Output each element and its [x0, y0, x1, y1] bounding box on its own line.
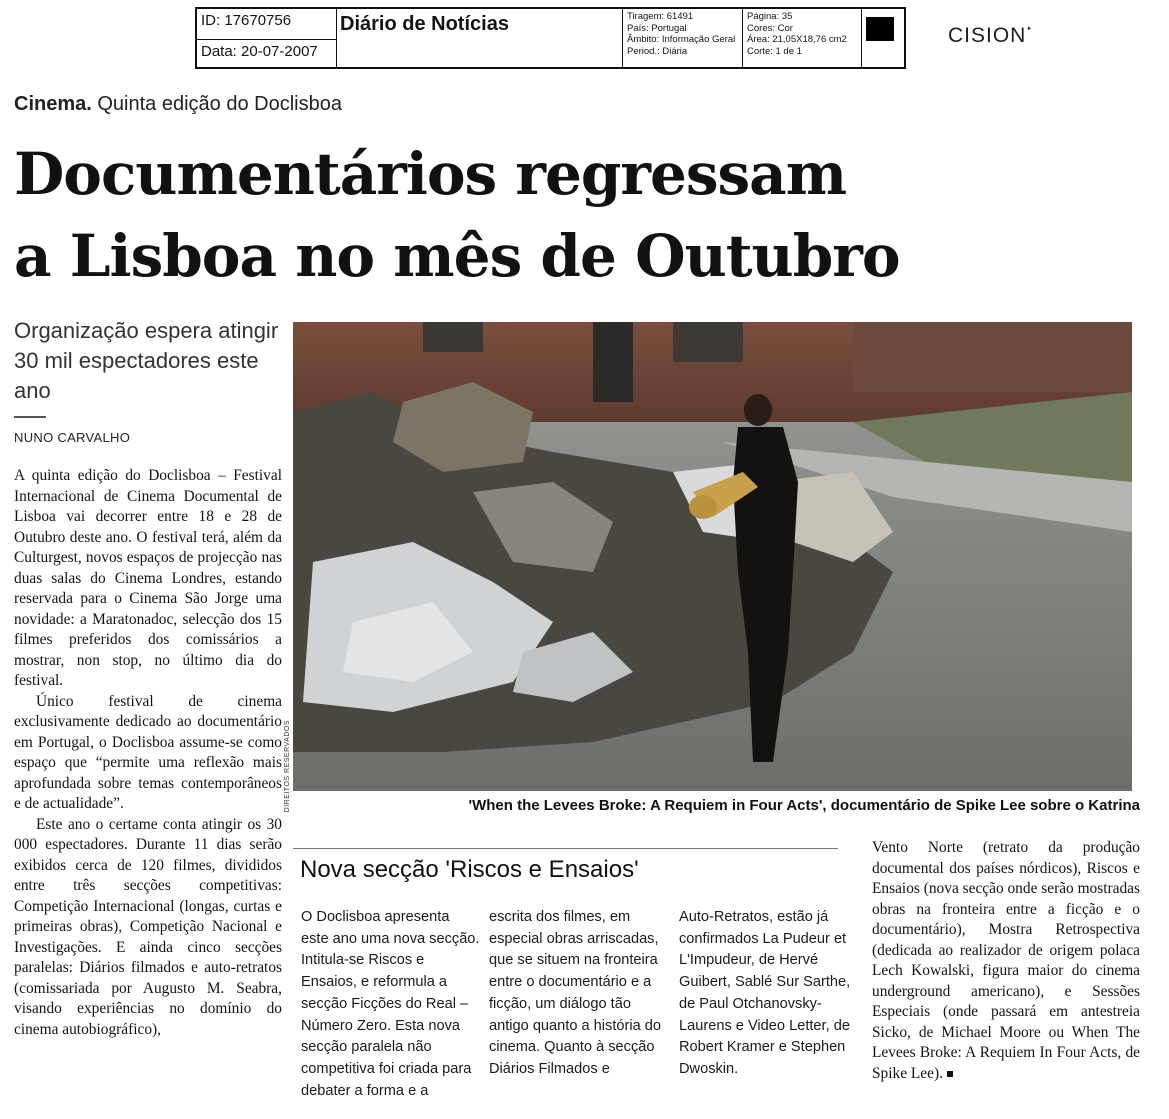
paragraph-4: Vento Norte (retrato da produção documental dos países nórdicos), Riscos e Ensaios (nova secção onde serão mostradas obras na fronteira entre a ficção e o documentário), Mostra Retrospectiva (dedicada ao realizador de origem polaca Lech Kowalski, figura maior do cinema underground americano), e Sessões Especiais (onde passará em antestreia Sicko, de Michael Moore ou When The Levees Broke: A Requiem In Four Acts, de Spike Lee).	[872, 839, 1140, 1082]
photo-scene	[293, 322, 1132, 791]
color-swatch	[866, 17, 894, 41]
color-swatch-cell	[862, 9, 906, 67]
cision-logo	[948, 24, 1033, 48]
kicker-text: Quinta edição do Doclisboa	[97, 93, 342, 115]
sidebar-text-3: Auto-Retratos, estão já confirmados La Pudeur et L'Impudeur, de Hervé Guibert, Sablé Sur Sarthe, de Paul Otchanovsky-Laurens e Video Letter, de Robert Kramer e Stephen Dwoskin.	[679, 909, 851, 1077]
headline-line-2: a Lisboa no mês de Outubro	[14, 222, 900, 290]
meta-ambito: Âmbito: Informação Geral	[627, 34, 736, 45]
byline: NUNO CARVALHO	[14, 430, 131, 445]
paragraph-2: Único festival de cinema exclusivamente dedicado ao documentário em Portugal, o Doclisboa assume-se como espaço que “permite uma reflexão mais aprofundada sobre temas contemporâneos e de actualidade”.	[14, 692, 282, 812]
clipping-id-cell	[197, 9, 337, 67]
publication-cell	[337, 9, 623, 67]
clipping-date: Data: 20-07-2007	[201, 43, 318, 60]
meta-period: Period.: Diária	[627, 45, 688, 57]
meta-pais: País: Portugal	[627, 22, 687, 34]
kicker-label: Cinema.	[14, 93, 92, 115]
body-column-2	[872, 838, 1140, 1084]
meta-tiragem: Tiragem: 61491	[627, 11, 694, 22]
meta-pagina: Página: 35	[747, 11, 793, 22]
sidebar-rule	[293, 848, 838, 849]
cision-logo-text: CISION	[948, 24, 1027, 47]
publication-name: Diário de Notícias	[340, 13, 509, 35]
sidebar-column-1	[301, 907, 481, 1102]
clipping-id: ID: 17670756	[197, 9, 336, 40]
sidebar-column-3	[679, 907, 854, 1081]
byline-rule	[14, 416, 46, 418]
circulation-meta	[623, 9, 743, 67]
body-column-1	[14, 466, 282, 1040]
article-kicker	[14, 93, 342, 116]
meta-corte: Corte: 1 de 1	[747, 45, 802, 57]
page-meta	[743, 9, 862, 67]
article-headline	[14, 133, 964, 297]
paragraph-3: Este ano o certame conta atingir os 30 000 espectadores. Durante 11 dias serão exibidos cerca de 120 filmes, divididos entre três secções competitivas: Competição Internacional (longas, curtas e primeiras obras), Competição Nacional e Investigações. E ainda cinco secções paralelas: Diários filmados e auto-retratos (comissariada por Augusto M. Seabra, visando experiências no domínio do cinema autobiográfico),	[14, 815, 282, 1038]
headline-line-1: Documentários regressam	[14, 140, 847, 208]
sidebar-title: Nova secção 'Riscos e Ensaios'	[300, 856, 639, 883]
sidebar-text-1: O Doclisboa apresenta este ano uma nova secção. Intitula-se Riscos e Ensaios, e reformula a secção Ficções do Real – Número Zero. Esta nova secção paralela não competitiva foi criada para debater a forma e a	[301, 909, 480, 1099]
article-photo	[293, 322, 1132, 791]
clipping-header	[195, 7, 906, 69]
meta-area: Área: 21,05X18,76 cm2	[747, 34, 847, 45]
meta-cores: Cores: Cor	[747, 22, 793, 34]
sidebar-column-2	[489, 907, 669, 1081]
cision-logo-mark: ‣	[1026, 24, 1034, 35]
sidebar-text-2: escrita dos filmes, em especial obras arriscadas, que se situem na fronteira entre o documentário e a ficção, um diálogo tão antigo quanto a história do cinema. Quanto à secção Diários Filmados e	[489, 909, 662, 1077]
photo-credit: DIREITOS RESERVADOS	[284, 720, 291, 813]
standfirst: Organização espera atingir 30 mil espectadores este ano	[14, 318, 279, 403]
photo-caption: 'When the Levees Broke: A Requiem in Four Acts', documentário de Spike Lee sobre o Katrina	[468, 797, 1140, 814]
paragraph-1: A quinta edição do Doclisboa – Festival Internacional de Cinema Documental de Lisboa vai decorrer entre 18 e 28 de Outubro deste ano. O festival terá, além da Culturgest, novos espaços de projecção nas duas salas do Cinema Londres, estando reservada para o Cinema São Jorge uma novidade: a Maratonadoc, selecção dos 15 filmes preferidos dos comissários a mostrar, non stop, no último dia do festival.	[14, 467, 282, 689]
end-mark	[947, 1071, 953, 1077]
